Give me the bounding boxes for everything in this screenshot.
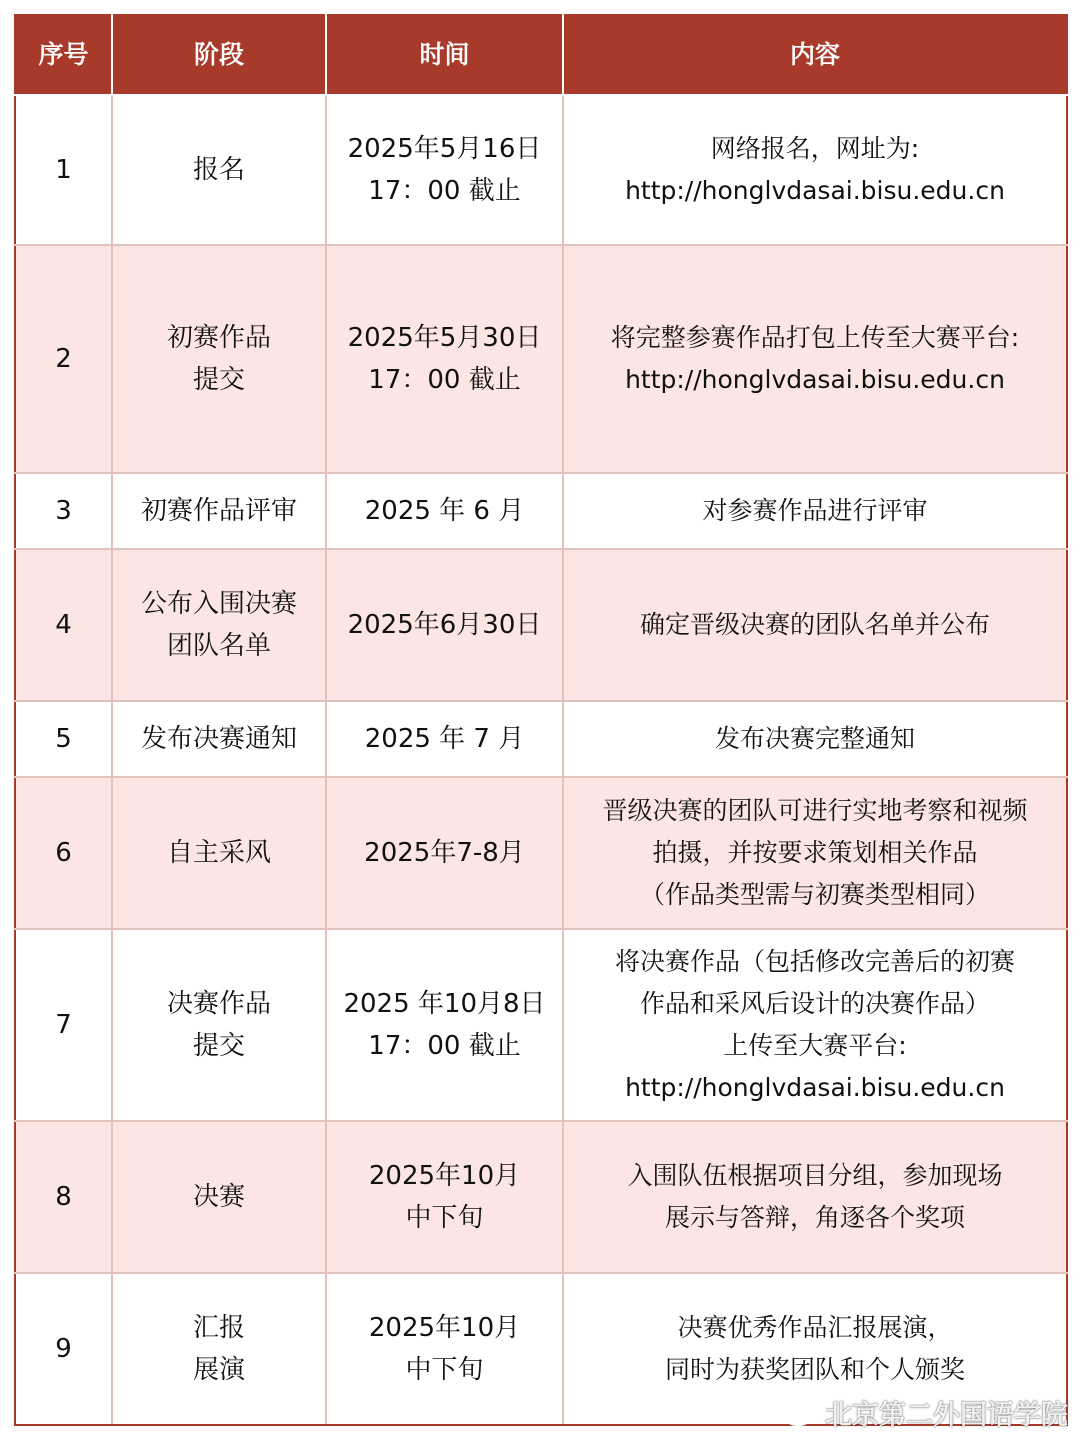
header-no: 序号: [15, 15, 112, 95]
table-row: [15, 929, 1067, 1121]
cell-no: 3: [15, 473, 112, 549]
cell-no: 9: [15, 1273, 112, 1425]
weibo-icon: [783, 1398, 819, 1428]
cell-time: 2025年5月16日 17：00 截止: [326, 95, 563, 245]
cell-content: 将决赛作品（包括修改完善后的初赛 作品和采风后设计的决赛作品） 上传至大赛平台: http://honglvdasai.bisu.edu.cn: [563, 929, 1067, 1121]
cell-stage: 公布入围决赛 团队名单: [112, 549, 326, 701]
cell-stage: 决赛作品 提交: [112, 929, 326, 1121]
cell-time: 2025年10月 中下旬: [326, 1273, 563, 1425]
cell-content: 对参赛作品进行评审: [563, 473, 1067, 549]
watermark: [783, 1393, 1068, 1432]
table-row: [15, 549, 1067, 701]
cell-time: 2025 年 7 月: [326, 701, 563, 777]
cell-time: 2025 年10月8日 17：00 截止: [326, 929, 563, 1121]
cell-content: 决赛优秀作品汇报展演， 同时为获奖团队和个人颁奖: [563, 1273, 1067, 1425]
cell-stage: 自主采风: [112, 777, 326, 929]
cell-no: 8: [15, 1121, 112, 1273]
table-header-row: [15, 15, 1067, 95]
cell-no: 6: [15, 777, 112, 929]
cell-content: 入围队伍根据项目分组，参加现场 展示与答辩，角逐各个奖项: [563, 1121, 1067, 1273]
table-row: [15, 701, 1067, 777]
cell-stage: 报名: [112, 95, 326, 245]
table-row: [15, 245, 1067, 473]
table-row: [15, 473, 1067, 549]
cell-content: 确定晋级决赛的团队名单并公布: [563, 549, 1067, 701]
table-row: [15, 95, 1067, 245]
cell-content: 网络报名，网址为: http://honglvdasai.bisu.edu.cn: [563, 95, 1067, 245]
cell-time: 2025年10月 中下旬: [326, 1121, 563, 1273]
header-content: 内容: [563, 15, 1067, 95]
cell-stage: 决赛: [112, 1121, 326, 1273]
watermark-text: 北京第二外国语学院: [825, 1400, 1068, 1431]
cell-time: 2025年7-8月: [326, 777, 563, 929]
cell-time: 2025 年 6 月: [326, 473, 563, 549]
cell-stage: 汇报 展演: [112, 1273, 326, 1425]
table-row: [15, 777, 1067, 929]
cell-content: 发布决赛完整通知: [563, 701, 1067, 777]
cell-content: 晋级决赛的团队可进行实地考察和视频 拍摄，并按要求策划相关作品 （作品类型需与初赛类型相同）: [563, 777, 1067, 929]
cell-no: 2: [15, 245, 112, 473]
cell-no: 1: [15, 95, 112, 245]
header-stage: 阶段: [112, 15, 326, 95]
cell-no: 7: [15, 929, 112, 1121]
cell-content: 将完整参赛作品打包上传至大赛平台: http://honglvdasai.bisu.edu.cn: [563, 245, 1067, 473]
cell-stage: 初赛作品评审: [112, 473, 326, 549]
cell-no: 4: [15, 549, 112, 701]
cell-stage: 初赛作品 提交: [112, 245, 326, 473]
cell-time: 2025年6月30日: [326, 549, 563, 701]
cell-stage: 发布决赛通知: [112, 701, 326, 777]
schedule-table: [14, 14, 1068, 1426]
cell-no: 5: [15, 701, 112, 777]
table-row: [15, 1121, 1067, 1273]
header-time: 时间: [326, 15, 563, 95]
cell-time: 2025年5月30日 17：00 截止: [326, 245, 563, 473]
